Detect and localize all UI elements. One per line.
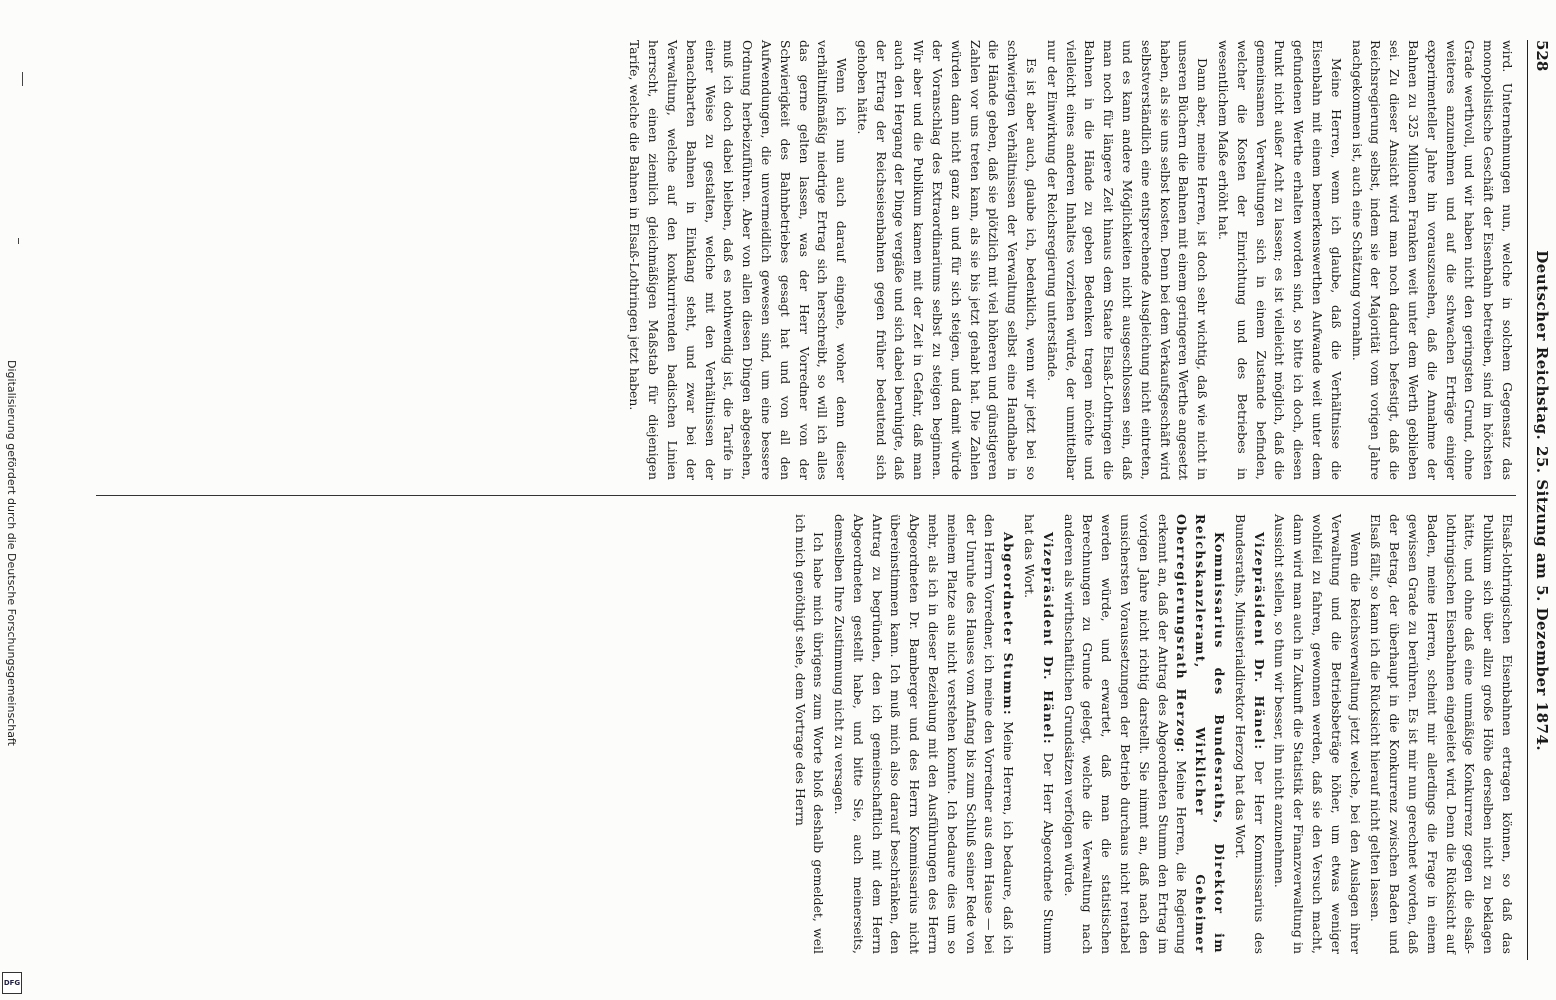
speaker-name: Vizepräsident Dr. Hänel:: [1251, 532, 1267, 751]
rotated-page-content: [96, 40, 1556, 960]
page-header: [1527, 40, 1556, 960]
speech-paragraph: [1059, 514, 1228, 954]
text-paragraph: Ich habe mich übrigens zum Worte bloß deshalb gemeldet, weil ich mich genöthigt sehe, dem Vortrage des Herrn: [792, 514, 827, 954]
text-paragraph: wird. Unternehmungen nun, welche in solchem Gegensatz das monopolistische Geschäft der Eisenbahn betreiben, sind im höchsten Grade werthvoll, und wir haben nicht den geringsten Grund, ohne weiteres anzunehmen und auf die schwachen Erträge einiger experimenteller Jahre hin vorauszusehen, daß die Annahme der Bahnen zu 325 Millionen Franken weit unter dem Werth geblieben sei. Zu dieser Ansicht wird man noch dadurch befestigt, daß die Reichsregierung selbst, indem sie der Majorität vom vorigen Jahre nachgekommen ist, auch eine Schätzung vornahm.: [1349, 40, 1515, 480]
right-column: [96, 514, 1516, 954]
text-paragraph: Meine Herren, wenn ich glaube, daß die Verhältnisse die Eisenbahn mit einem bemerkenswerthen Aufwande weit unter dem gefundenen Werthe erhalten worden sind, so bitte ich doch, diesen Punkt nicht außer Acht zu lassen; es ist vielleicht möglich, daß die gemeinsamen Verwaltungen sich in einem Zustande befinden, welcher die Kosten der Einrichtung und des Betriebes in wesentlichem Maße erhöht hat.: [1216, 40, 1344, 480]
speech-paragraph: [829, 514, 1017, 954]
funding-note-text: Digitalisierung gefördert durch die Deutsche Forschungsgemeinschaft: [5, 360, 18, 746]
speech-text: Der Herr Abgeordnete Stumm hat das Wort.: [1022, 514, 1056, 954]
running-title: Deutscher Reichstag. 25. Sitzung am 5. Dezember 1874.: [1533, 250, 1551, 752]
dfg-logo-text: DFG: [3, 979, 21, 987]
text-paragraph: Wenn ich nun auch darauf eingehe, woher denn dieser verhältnißmäßig niedrige Ertrag sich herschreibt, so will ich alles das gerne gelten lassen, was der Herr Vorredner von der Schwierigkeit des Bahnbetriebes gesagt hat und von all den Aufwendungen, die unvermeidlich gewesen sind, um eine bessere Ordnung herbeizuführen. Aber von allen diesen Dingen abgesehen, muß ich doch dabei bleiben, daß es nothwendig ist, die Tarife in einer Weise zu gestalten, welche mit den Verhältnissen der benachbarten Bahnen in Einklang steht, und zwar bei der Verwaltung, welche auf den konkurrirenden badischen Linien herrscht, einen ziemlich gleichmäßigen Maßstab für diejenigen Tarife, welche die Bahnen in Elsaß-Lothringen jetzt haben.: [627, 40, 850, 480]
speaker-name: Vizepräsident Dr. Hänel:: [1040, 532, 1056, 746]
column-divider: [96, 495, 1516, 496]
dfg-logo: [2, 972, 22, 994]
speaker-name: Abgeordneter Stumm:: [1001, 532, 1017, 717]
speech-paragraph: [1019, 514, 1057, 954]
speech-text: Meine Herren, die Regierung erkennt an, daß der Antrag des Abgeordneten Stumm den Ertrag im vorigen Jahre nicht richtig darstellt. Sie nimmt an, daß nach den unsichersten Voraussetzungen der Betrieb durchaus nicht rentabel werden würde, und erwartet, daß man die statistischen Berechnungen zu Grunde gelegt, welche die Verwaltung nach anderen als wirthschaftlichen Grundsätzen verfolgen würde.: [1061, 514, 1190, 955]
speaker-name: Kommissarius des Bundesraths, Direktor im Reichskanzleramt, Wirklicher Geheimer Oberregierungsrath Herzog:: [1174, 514, 1228, 954]
text-paragraph: Elsaß-lothringischen Eisenbahnen ertragen können, so daß das Publikum sich über allzu große Höhe derselben nicht zu beklagen hätte, und ohne daß eine unmäßige Konkurrenz gegen die elsaß-lothringischen Eisenbahnen eingeleitet wird. Denn die Rücksicht auf Baden, meine Herren, scheint mir allerdings die Frage in einem gewissen Grade zu berühren. Es ist mir nun gerechnet worden, daß der Betrag, der überhaupt in die Konkurrenz zwischen Baden und Elsaß fällt, so kann ich die Rücksicht hierauf nicht gelten lassen.: [1368, 514, 1515, 954]
funding-note: [3, 360, 21, 1000]
text-paragraph: Es ist aber auch, glaube ich, bedenklich, wenn wir jetzt bei so schwierigen Verhältnissen der Verwaltung selbst eine Handhabe in die Hände geben, daß sie plötzlich mit viel höheren und günstigeren Zahlen vor uns treten kann, als sie bis jetzt gehabt hat. Die Zahlen würden dann nicht ganz an und für sich steigen, und damit würde der Voranschlag des Extraordinariums selbst zu steigen beginnen. Wir aber und die Publikum kamen mit der Zeit in Gefahr, daß man auch den Hergang der Dinge vergäße und sich dabei beruhigte, daß der Ertrag der Reichseisenbahnen gegen früher bedeutend sich gehoben hätte.: [854, 40, 1040, 480]
page-number: 528: [1533, 40, 1551, 72]
text-paragraph: Wenn die Reichsverwaltung jetzt welche, bei den Auslagen ihrer Verwaltung und die Betriebsbeträge höher, um etwas weniger wohlfeil zu fahren, gewonnen werden, daß sie den Versuch macht, dann wird man auch in Zukunft die Statistik der Finanzverwaltung in Aussicht stellen, so thun wir besser, ihn nicht anzunehmen.: [1272, 514, 1363, 954]
text-paragraph: Dann aber, meine Herren, ist doch sehr wichtig, daß wie nicht in unseren Büchern die Bahnen mit einem geringeren Werthe angesetzt haben, als sie uns selbst kosten. Denn bei dem Verkaufsgeschäft wird selbstverständlich eine entsprechende Ausgleichung nicht eintreten, und es kann andere Möglichkeiten nicht ausgeschlossen sein, daß man noch für längere Zeit hinaus dem Staate Elsaß-Lothringen die Bahnen in die Hände zu geben Bedenken tragen möchte und vielleicht eines anderen Inhaltes vorziehen würde, der unmittelbar nur der Einwirkung der Reichsregierung unterstände.: [1044, 40, 1211, 480]
speech-text: Der Herr Kommissarius des Bundesraths, Ministerialdirektor Herzog hat das Wort.: [1232, 514, 1267, 954]
scan-mark: [18, 238, 19, 244]
speech-paragraph: [1230, 514, 1268, 954]
speech-text: Meine Herren, ich bedaure, daß ich den Herrn Vorredner, ich meine den Vorredner aus dem Hause — bei der Unruhe des Hauses vom Anfang bis zum Schluß seiner Rede von meinem Platze aus nicht verstehen konnte. Ich bedaure dies um so mehr, als ich in dieser Beziehung mit den Ausführungen des Herrn Abgeordneten Dr. Bamberger und des Herrn Kommissarius nicht übereinstimmen kann. Ich muß mich also darauf beschränken, den Antrag zu begründen, den ich gemeinschaftlich mit dem Herrn Abgeordneten gestellt habe, und bitte Sie, auch meinerseits, demselben Ihre Zustimmung nicht zu versagen.: [832, 514, 1017, 954]
scan-mark: [22, 72, 23, 86]
left-column: [96, 40, 1516, 480]
